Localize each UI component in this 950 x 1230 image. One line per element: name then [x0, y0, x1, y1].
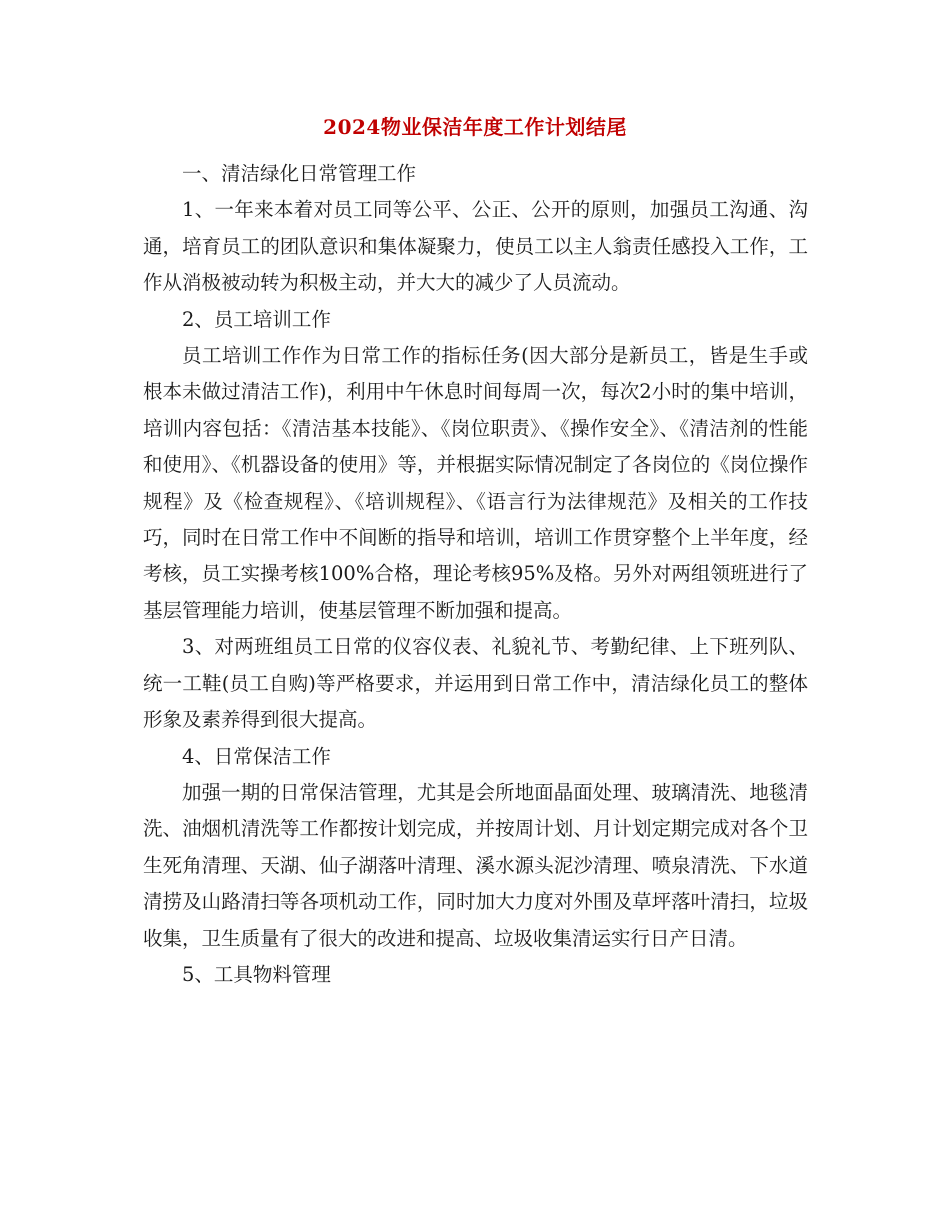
section-heading-cleaning-greening: 一、清洁绿化日常管理工作: [182, 162, 417, 185]
subheading-staff-training: 2、员工培训工作: [182, 307, 331, 331]
document-title: 2024物业保洁年度工作计划结尾: [323, 115, 627, 139]
paragraph-staff-appearance: 3、对两班组员工日常的仪容仪表、礼貌礼节、考勤纪律、上下班列队、统一工鞋(员工自购)等严格要求，并运用到日常工作中，清洁绿化员工的整体形象及素养得到很大提高。: [143, 635, 808, 732]
paragraph-staff-training: 员工培训工作作为日常工作的指标任务(因大部分是新员工，皆是生手或根本未做过清洁工作)，利用中午休息时间每周一次，每次2小时的集中培训，培训内容包括：《清洁基本技能》、《岗位职责》、《操作安全》、《清洁剂的性能和使用》、《机器设备的使用》等，并根据实际情况制定了各岗位的《岗位操作规程》及《检查规程》、《培训规程》、《语言行为法律规范》及相关的工作技巧，同时在日常工作中不间断的指导和培训，培训工作贯穿整个上半年度，经考核，员工实操考核100%合格，理论考核95%及格。另外对两组领班进行了基层管理能力培训，使基层管理不断加强和提高。: [143, 344, 808, 622]
subheading-tools-materials: 5、工具物料管理: [182, 962, 331, 986]
document-body: [143, 156, 808, 993]
subheading-daily-cleaning: 4、日常保洁工作: [182, 744, 331, 768]
paragraph-staff-communication: 1、一年来本着对员工同等公平、公正、公开的原则，加强员工沟通、沟通，培育员工的团队意识和集体凝聚力，使员工以主人翁责任感投入工作，工作从消极被动转为积极主动，并大大的减少了人员流动。: [143, 198, 808, 295]
paragraph-daily-cleaning: 加强一期的日常保洁管理，尤其是会所地面晶面处理、玻璃清洗、地毯清洗、油烟机清洗等工作都按计划完成，并按周计划、月计划定期完成对各个卫生死角清理、天湖、仙子湖落叶清理、溪水源头泥沙清理、喷泉清洗、下水道清捞及山路清扫等各项机动工作，同时加大力度对外围及草坪落叶清扫，垃圾收集，卫生质量有了很大的改进和提高、垃圾收集清运实行日产日清。: [143, 780, 808, 950]
